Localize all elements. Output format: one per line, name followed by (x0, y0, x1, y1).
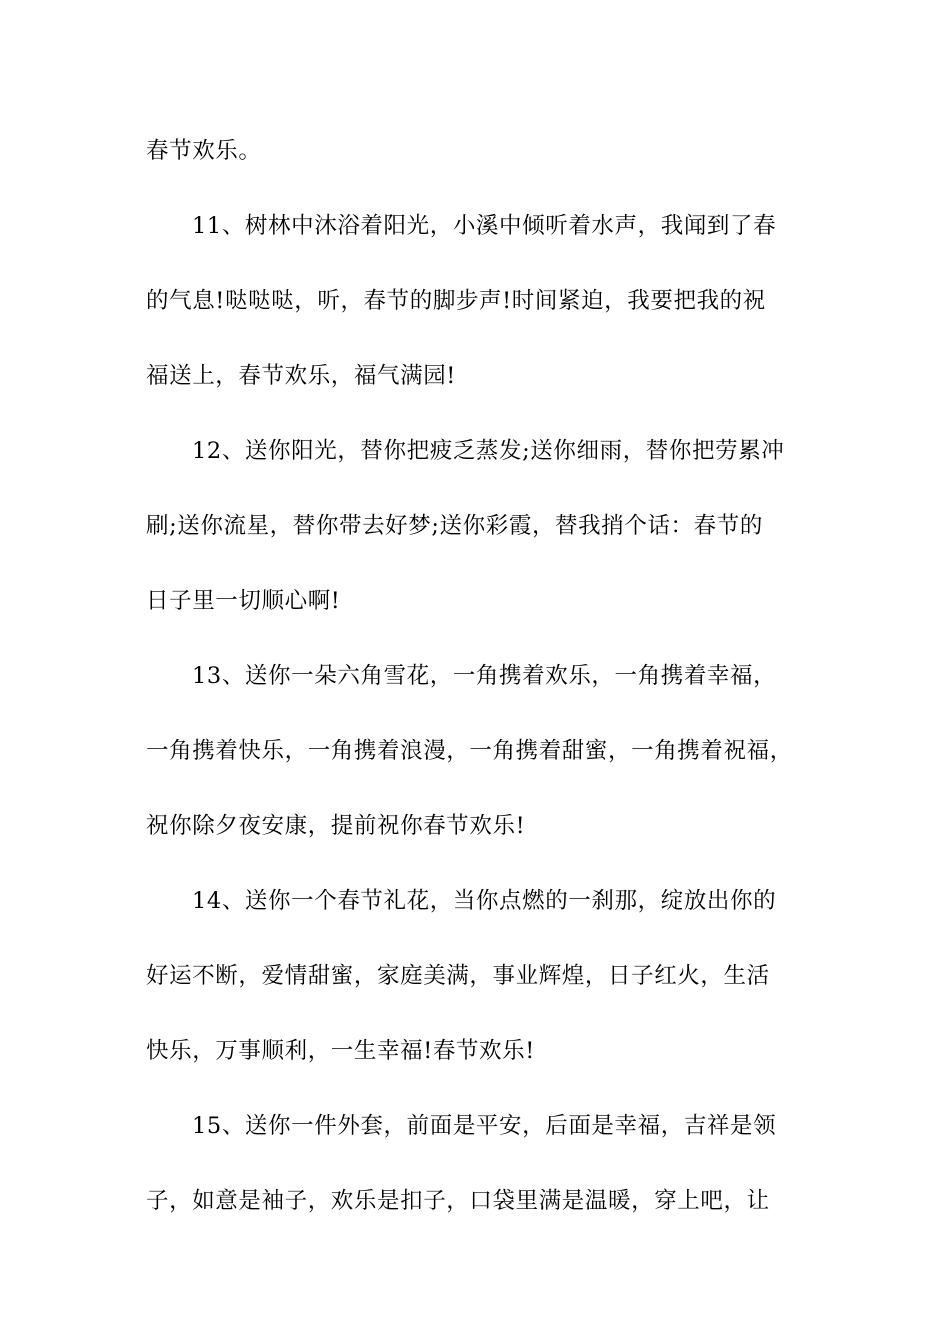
paragraph-14-line-3: 快乐，万事顺利，一生幸福!春节欢乐! (146, 1038, 535, 1064)
paragraph-11-line-2: 的气息!哒哒哒，听，春节的脚步声!时间紧迫，我要把我的祝 (146, 288, 766, 314)
paragraph-12-line-1: 12、送你阳光，替你把疲乏蒸发;送你细雨，替你把劳累冲 (192, 438, 785, 464)
paragraph-14-line-2: 好运不断，爱情甜蜜，家庭美满，事业辉煌，日子红火，生活 (146, 963, 770, 989)
paragraph-12-line-2: 刷;送你流星，替你带去好梦;送你彩霞，替我捎个话：春节的 (146, 513, 763, 539)
paragraph-13-line-2: 一角携着快乐，一角携着浪漫，一角携着甜蜜，一角携着祝福， (146, 738, 793, 764)
paragraph-12-line-3: 日子里一切顺心啊! (146, 588, 341, 614)
paragraph-11-line-3: 福送上，春节欢乐，福气满园! (146, 363, 456, 389)
paragraph-15-line-1: 15、送你一件外套，前面是平安，后面是幸福，吉祥是领 (192, 1113, 777, 1139)
paragraph-11-line-1: 11、树林中沐浴着阳光，小溪中倾听着水声，我闻到了春 (192, 213, 777, 239)
paragraph-13-line-1: 13、送你一朵六角雪花，一角携着欢乐，一角携着幸福， (192, 663, 777, 689)
text-line: 春节欢乐。 (146, 138, 262, 164)
paragraph-14-line-1: 14、送你一个春节礼花，当你点燃的一刹那，绽放出你的 (192, 888, 777, 914)
paragraph-15-line-2: 子，如意是袖子，欢乐是扣子，口袋里满是温暖，穿上吧，让 (146, 1188, 770, 1214)
paragraph-13-line-3: 祝你除夕夜安康，提前祝你春节欢乐! (146, 813, 526, 839)
